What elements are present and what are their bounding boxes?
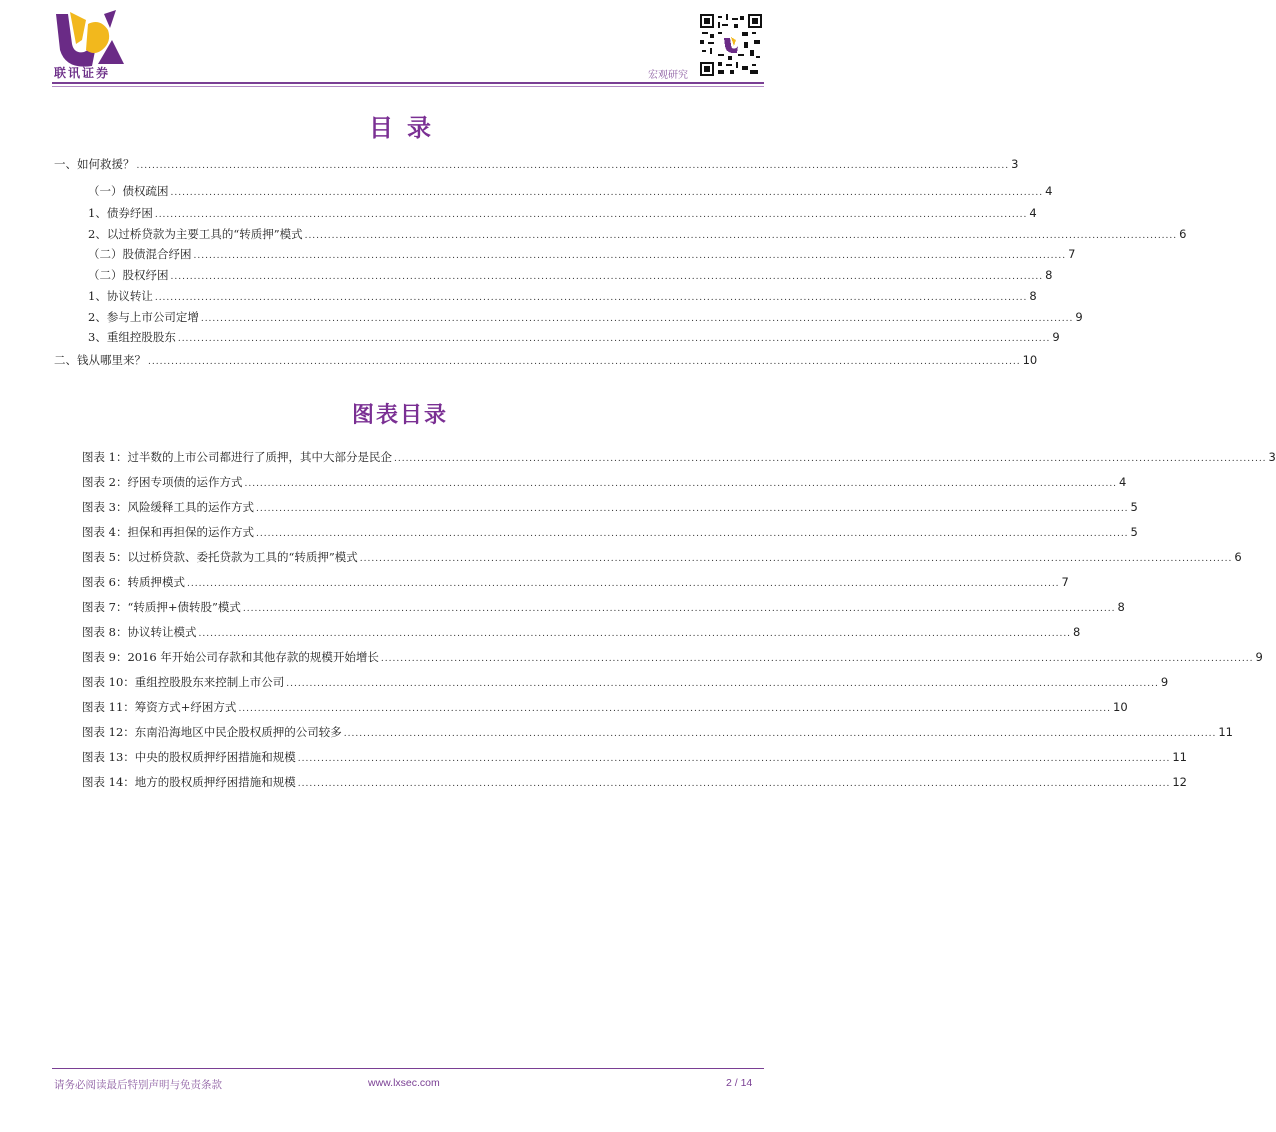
toc-entry-page: 8 — [1045, 268, 1053, 282]
figure-entry[interactable] — [82, 649, 1263, 671]
figure-page: 8 — [1117, 600, 1125, 614]
figure-caption: 地方的股权质押纾困措施和规模 — [134, 775, 296, 789]
figure-entry[interactable] — [82, 699, 1128, 721]
figure-page: 10 — [1113, 700, 1128, 714]
toc-entry-label: 一、如何救援？ — [54, 157, 135, 171]
dot-leader: .................................................................................................................................................................................................................................. — [244, 479, 1118, 489]
header-divider-thin — [52, 86, 764, 87]
dot-leader: .................................................................................................................................................................................................................................. — [177, 334, 1051, 344]
qr-code-icon — [700, 14, 762, 76]
figure-entry[interactable] — [82, 499, 1138, 521]
figure-caption: 2016 年开始公司存款和其他存款的规模开始增长 — [127, 650, 379, 664]
toc-entry-label: （一）债权疏困 — [88, 184, 169, 198]
figure-caption: 以过桥贷款、委托贷款为工具的“转质押”模式 — [127, 550, 358, 564]
toc-entry-label: 二、钱从哪里来？ — [54, 353, 146, 367]
dot-leader: .................................................................................................................................................................................................................................. — [255, 504, 1129, 514]
dot-leader: .................................................................................................................................................................................................................................. — [286, 679, 1159, 689]
toc-entry[interactable] — [88, 309, 1083, 329]
toc-entry[interactable] — [54, 352, 1038, 372]
dot-leader: .................................................................................................................................................................................................................................. — [255, 529, 1129, 539]
figure-entry[interactable] — [82, 749, 1187, 771]
toc-entry-label: 1、协议转让 — [88, 289, 153, 303]
figure-page: 3 — [1268, 450, 1276, 464]
figure-caption: 协议转让模式 — [127, 625, 197, 639]
dot-leader: .................................................................................................................................................................................................................................. — [297, 779, 1171, 789]
figure-caption: 中央的股权质押纾困措施和规模 — [134, 750, 296, 764]
figure-number: 图表 8： — [82, 625, 128, 639]
figure-entry[interactable] — [82, 599, 1125, 621]
figure-caption: 筹资方式+纾困方式 — [134, 700, 237, 714]
figure-page: 6 — [1234, 550, 1242, 564]
toc-entry-label: 2、以过桥贷款为主要工具的“转质押”模式 — [88, 227, 303, 241]
toc-entry-page: 8 — [1029, 289, 1037, 303]
toc-entry[interactable] — [88, 288, 1037, 308]
dot-leader: .................................................................................................................................................................................................................................. — [238, 704, 1111, 714]
figure-number: 图表 3： — [82, 500, 128, 514]
figure-caption: 担保和再担保的运作方式 — [127, 525, 254, 539]
toc-entry-page: 6 — [1179, 227, 1187, 241]
figure-list-title: 图表目录 — [351, 403, 448, 428]
dot-leader: .................................................................................................................................................................................................................................. — [200, 314, 1074, 324]
dot-leader: .................................................................................................................................................................................................................................. — [359, 554, 1233, 564]
figure-caption: 东南沿海地区中民企股权质押的公司较多 — [134, 725, 342, 739]
toc-entry-page: 9 — [1075, 310, 1083, 324]
dot-leader: .................................................................................................................................................................................................................................. — [193, 251, 1067, 261]
page-indicator: 2 / 14 — [726, 1077, 753, 1089]
figure-page: 8 — [1073, 625, 1081, 639]
dot-leader: .................................................................................................................................................................................................................................. — [170, 188, 1044, 198]
figure-entry[interactable] — [82, 524, 1138, 546]
dot-leader: .................................................................................................................................................................................................................................. — [343, 729, 1217, 739]
toc-entry-label: 2、参与上市公司定增 — [88, 310, 199, 324]
dot-leader: .................................................................................................................................................................................................................................. — [393, 454, 1267, 464]
toc-entry[interactable] — [88, 205, 1037, 225]
brand-name: 联讯证券 — [54, 66, 111, 80]
toc-entry-page: 4 — [1045, 184, 1053, 198]
toc-entry-page: 4 — [1029, 206, 1037, 220]
figure-page: 5 — [1130, 525, 1138, 539]
figure-entry[interactable] — [82, 449, 1276, 471]
figure-number: 图表 13： — [82, 750, 135, 764]
toc-entry-page: 7 — [1068, 247, 1076, 261]
figure-entry[interactable] — [82, 574, 1069, 596]
dot-leader: .................................................................................................................................................................................................................................. — [297, 754, 1171, 764]
dot-leader: .................................................................................................................................................................................................................................. — [242, 604, 1116, 614]
toc-entry[interactable] — [88, 267, 1053, 287]
dot-leader: .................................................................................................................................................................................................................................. — [154, 293, 1028, 303]
dot-leader: .................................................................................................................................................................................................................................. — [186, 579, 1060, 589]
dot-leader: .................................................................................................................................................................................................................................. — [154, 210, 1028, 220]
toc-title: 目录 — [369, 114, 445, 142]
toc-entry[interactable] — [88, 329, 1060, 349]
figure-number: 图表 1： — [82, 450, 128, 464]
figure-page: 11 — [1218, 725, 1233, 739]
toc-entry-page: 3 — [1011, 157, 1019, 171]
figure-caption: 转质押模式 — [127, 575, 185, 589]
toc-entry-label: （二）股债混合纾困 — [88, 247, 192, 261]
figure-page: 5 — [1130, 500, 1138, 514]
figure-caption: 风险缓释工具的运作方式 — [127, 500, 254, 514]
toc-entry[interactable] — [88, 246, 1076, 266]
header-divider — [52, 82, 764, 84]
figure-number: 图表 11： — [82, 700, 135, 714]
toc-entry-page: 10 — [1022, 353, 1038, 367]
figure-number: 图表 7： — [82, 600, 128, 614]
dot-leader: .................................................................................................................................................................................................................................. — [380, 654, 1254, 664]
figure-number: 图表 5： — [82, 550, 128, 564]
figure-page: 12 — [1172, 775, 1187, 789]
figure-page: 9 — [1255, 650, 1263, 664]
figure-number: 图表 10： — [82, 675, 135, 689]
dot-leader: .................................................................................................................................................................................................................................. — [198, 629, 1072, 639]
toc-entry[interactable] — [88, 183, 1053, 203]
figure-caption: 重组控股股东来控制上市公司 — [134, 675, 285, 689]
figure-page: 4 — [1119, 475, 1127, 489]
figure-page: 11 — [1172, 750, 1187, 764]
report-category: 宏观研究 — [648, 70, 688, 81]
dot-leader: .................................................................................................................................................................................................................................. — [304, 231, 1178, 241]
figure-caption: 纾困专项债的运作方式 — [127, 475, 243, 489]
dot-leader: .................................................................................................................................................................................................................................. — [170, 272, 1044, 282]
figure-number: 图表 6： — [82, 575, 128, 589]
disclaimer-notice: 请务必阅读最后特别声明与免责条款 — [54, 1079, 222, 1091]
toc-entry-page: 9 — [1052, 330, 1060, 344]
figure-page: 9 — [1160, 675, 1169, 689]
figure-number: 图表 4： — [82, 525, 128, 539]
footer-divider — [52, 1068, 764, 1069]
figure-caption: 过半数的上市公司都进行了质押，其中大部分是民企 — [127, 450, 392, 464]
toc-entry-label: （二）股权纾困 — [88, 268, 169, 282]
toc-entry-label: 3、重组控股股东 — [88, 330, 176, 344]
figure-number: 图表 2： — [82, 475, 128, 489]
toc-entry-label: 1、债券纾困 — [88, 206, 153, 220]
figure-entry[interactable] — [82, 674, 1169, 696]
toc-entry[interactable] — [54, 156, 1019, 176]
figure-entry[interactable] — [82, 474, 1127, 496]
figure-caption: “转质押+债转股”模式 — [127, 600, 241, 614]
figure-entry[interactable] — [82, 624, 1081, 646]
figure-number: 图表 12： — [82, 725, 135, 739]
figure-entry[interactable] — [82, 774, 1187, 796]
figure-page: 7 — [1061, 575, 1069, 589]
figure-entry[interactable] — [82, 549, 1242, 571]
figure-entry[interactable] — [82, 724, 1233, 746]
figure-number: 图表 9： — [82, 650, 128, 664]
website-link[interactable]: www.lxsec.com — [368, 1077, 440, 1089]
dot-leader: .................................................................................................................................................................................................................................. — [148, 357, 1021, 367]
dot-leader: .................................................................................................................................................................................................................................. — [136, 161, 1010, 171]
figure-number: 图表 14： — [82, 775, 135, 789]
toc-entry[interactable] — [88, 226, 1187, 246]
